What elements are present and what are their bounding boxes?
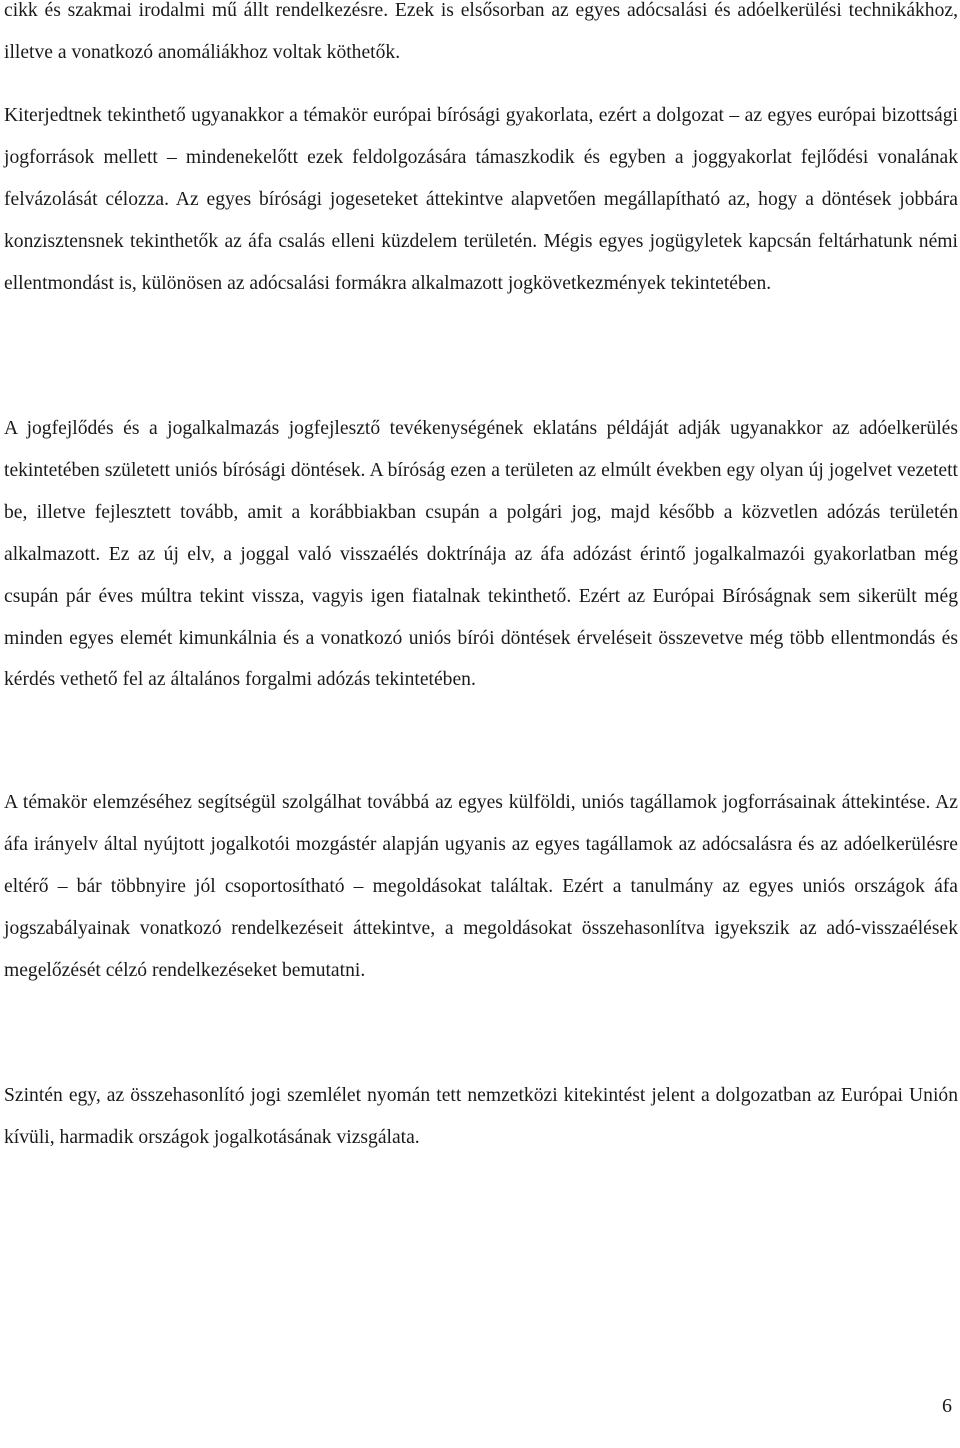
paragraph-legal-development: A jogfejlődés és a jogalkalmazás jogfejlesztő tevékenységének eklatáns példáját adják ugyanakkor az adóelkerülés tekintetében született uniós bírósági döntések. A bíróság ezen a területen az elmúlt években egy olyan új jogelvet vezetett be, illetve fejlesztett tovább, amit a korábbiakban csupán a polgári jog, majd később a közvetlen adózás területén alkalmazott. Ez az új elv, a joggal való visszaélés doktrínája az áfa adózást érintő jogalkalmazói gyakorlatban még csupán pár éves múltra tekint vissza, vagyis igen fiatalnak tekinthető. Ezért az Európai Bíróságnak sem sikerült még minden egyes elemét kimunkálnia és a vonatkozó uniós bírói döntések érveléseit összevetve még több ellentmondás és kérdés vethető fel az általános forgalmi adózás tekintetében. xyxy=(4,418,958,691)
paragraph-third-countries: Szintén egy, az összehasonlító jogi szemlélet nyomán tett nemzetközi kitekintést jelent a dolgozatban az Európai Unión kívüli, harmadik országok jogalkotásának vizsgálata. xyxy=(4,1085,958,1148)
paragraph-case-law: Kiterjedtnek tekinthető ugyanakkor a témakör európai bírósági gyakorlata, ezért a dolgozat – az egyes európai bizottsági jogforrások mellett – mindenekelőtt ezek feldolgozására támaszkodik és egyben a joggyakorlat fejlődési vonalának felvázolását célozza. Az egyes bírósági jogeseteket áttekintve alapvetően megállapítható az, hogy a döntések jobbára konzisztensnek tekinthetők az áfa csalás elleni küzdelem területén. Mégis egyes jogügyletek kapcsán feltárhatunk némi ellentmondást is, különösen az adócsalási formákra alkalmazott jogkövetkezmények tekintetében. xyxy=(4,105,958,294)
page-number: 6 xyxy=(942,1395,952,1417)
paragraph-continuation: cikk és szakmai irodalmi mű állt rendelkezésre. Ezek is elsősorban az egyes adócsalási és adóelkerülési technikákhoz, illetve a vonatkozó anomáliákhoz voltak köthetők. xyxy=(4,0,958,63)
paragraph-member-states: A témakör elemzéséhez segítségül szolgálhat továbbá az egyes külföldi, uniós tagállamok jogforrásainak áttekintése. Az áfa irányelv által nyújtott jogalkotói mozgástér alapján ugyanis az egyes tagállamok az adócsalásra és az adóelkerülésre eltérő – bár többnyire jól csoportosítható – megoldásokat találtak. Ezért a tanulmány az egyes uniós országok áfa jogszabályainak vonatkozó rendelkezéseit áttekintve, a megoldásokat összehasonlítva igyekszik az adó-visszaélések megelőzését célzó rendelkezéseket bemutatni. xyxy=(4,792,958,981)
